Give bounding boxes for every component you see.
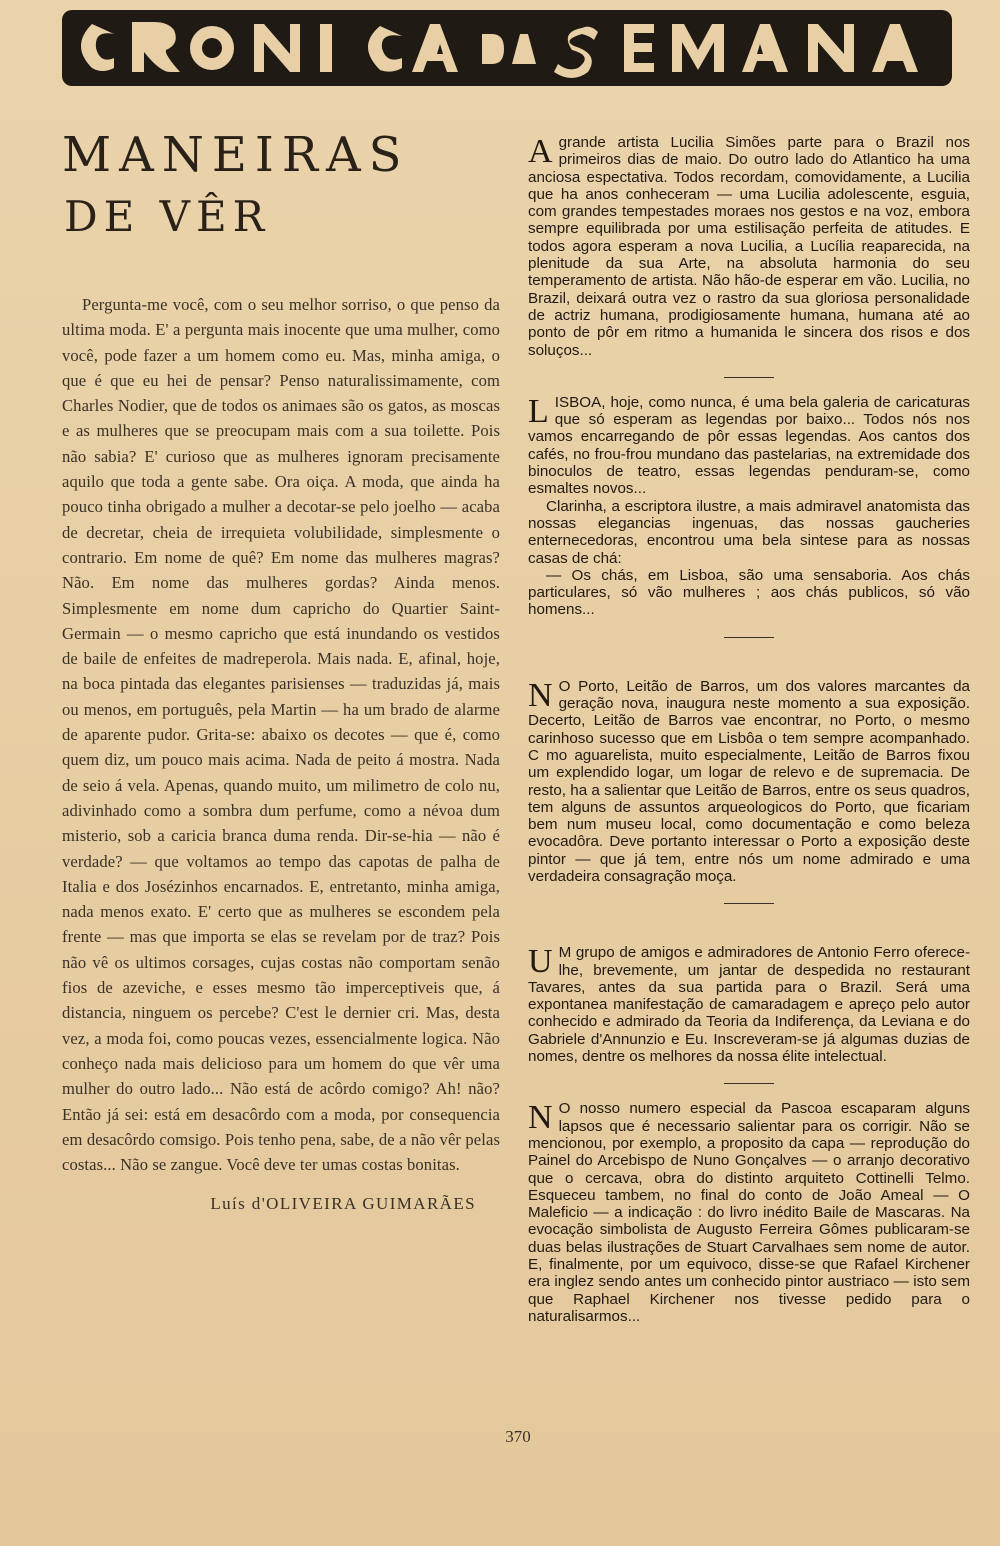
section-divider bbox=[724, 377, 774, 378]
dropcap: U bbox=[528, 943, 553, 981]
news-paragraph: grande artista Lucilia Simões parte para o Brazil nos primeiros dias de maio. Do outro lado do Atlantico ha uma anciosa espectativa. Todos recordam, comovidamente, a Lucilia que ha anos conheceram — uma Lucilia adolescente, esguia, com grandes tempestades moraes nos gestos e na voz, embora sempre equilibrada por uma estilisação perfeita de atitudes. E todos agora esperam a nova Lucilia, a Lucília reaparecida, na plenitude da sua Arte, na absoluta harmonia do seu temperamento de artista. Não hão-de esperar em vão. Lucilia, no Brazil, deixará outra vez o rastro da sua gloriosa personalidade de actriz humana, prodigiosamente humana, humana até ao ponto de pôr em ritmo a humanida le sincera dos risos e dos soluços... bbox=[528, 134, 970, 359]
masthead-decorative-lettering bbox=[62, 4, 952, 90]
news-item-porto bbox=[528, 678, 970, 886]
essay-signature: Luís d'OLIVEIRA GUIMARÃES bbox=[210, 1193, 476, 1213]
news-paragraph: O Porto, Leitão de Barros, um dos valores marcantes da geração nova, inaugura neste momento a sua exposição. Decerto, Leitão de Barros vae encontrar, no Porto, o mesmo carinhoso sucesso que em Lisbôa o tem sempre acompanhado. C mo aguarelista, muito especialmente, Leitão de Barros fixou um explendido logar, um logar de relevo e de supremacia. De resto, ha a salientar que Leitão de Barros, entre os seus quadros, tem alguns de assuntos arqueologicos do Porto, que ficariam bem num museu local, como documentação e como beleza evocadôra. Deve portanto interessar o Porto a exposição deste pintor — que já tem, entre nós um nome admirado e uma verdadeira consagração moça. bbox=[528, 677, 970, 885]
dropcap: A bbox=[528, 133, 553, 170]
dropcap: N bbox=[528, 676, 553, 714]
news-column bbox=[528, 134, 970, 1325]
news-paragraph: O nosso numero especial da Pascoa escaparam alguns lapsos que é necessario salientar para os corrigir. Não se mencionou, por exemplo, a proposito da capa — reprodução do Painel do Arcebispo de Nuno Gonçalves — o arranjo decorativo que o cercava, obra do distinto arquiteto Cottinelli Telmo. Esqueceu tambem, no final do conto de João Ameal — O Maleficio — a indicação : do livro inédito Baile de Mascaras. Na evocação simbolista de Augusto Ferreira Gômes publicaram-se duas belas ilustrações de Stuart Carvalhaes sem nome de autor. E, finalmente, por um equivoco, disse-se que Rafael Kirchener era inglez sendo antes um conhecido pintor austriaco — isto sem que Raphael Kirchener nos tivesse pedido para o naturalisarmos... bbox=[528, 1100, 970, 1325]
essay-headline-line2: DE VÊR bbox=[64, 192, 271, 241]
essay-column bbox=[62, 128, 500, 1214]
news-item-ferro bbox=[528, 944, 970, 1065]
news-item-lucilia bbox=[528, 134, 970, 359]
news-paragraph: ISBOA, hoje, como nunca, é uma bela galeria de caricaturas que só esperam as legendas por baixo... Todos nós nos vamos encarregando de pôr essas legendas. Aos cantos dos cafés, no frou-frou mundano das pastelarias, na extremidade dos binoculos de teatro, essas legendas penduram-se, como esmaltes novos... bbox=[528, 393, 970, 498]
section-divider bbox=[724, 1083, 774, 1084]
news-paragraph: M grupo de amigos e admiradores de Antonio Ferro oferece-lhe, brevemente, um jantar de despedida no restaurant Tavares, antes da sua partida para o Brazil. Será uma expontanea manifestação de camaradagem e apreço pelo autor conhecido e admirado da Teoria da Indiferença, da Leviana e do Gabriele d'Annunzio e Eu. Inscreveram-se já algumas duzias de nomes, dentre os melhores da nossa élite intelectual. bbox=[528, 944, 970, 1066]
page-number: 370 bbox=[505, 1427, 531, 1446]
news-paragraph: — Os chás, em Lisboa, são uma sensaboria. Aos chás particulares, só vão mulheres ; aos chás publicos, só vão homens... bbox=[528, 566, 970, 619]
section-divider bbox=[724, 903, 774, 904]
news-paragraph: Clarinha, a escriptora ilustre, a mais admiravel anatomista das nossas elegancias ingenuas, das nossas gaucheries enternecedoras, encontrou uma bela sintese para as nossas casas de chá: bbox=[528, 497, 970, 567]
news-item-pascoa bbox=[528, 1100, 970, 1325]
dropcap: N bbox=[528, 1099, 553, 1137]
essay-body: Pergunta-me você, com o seu melhor sorriso, o que penso da ultima moda. E' a pergunta mais inocente que uma mulher, como você, pode fazer a um homem como eu. Mas, minha amiga, o que é que eu hei de pensar? Penso naturalissimamente, com Charles Nodier, que de todos os animaes são os gatos, as moscas e as mulheres que se preocupam mais com a sua toilette. Pois não sabia? E' curioso que as mulheres ignoram precisamente aquilo que toda a gente sabe. Ora oiça. A moda, que ainda ha pouco tinha obrigado a mulher a decotar-se pelo joelho — acaba de decretar, cheia de irrequieta volubilidade, simplesmente o contrario. Em nome de quê? Em nome das mulheres magras? Não. Em nome das mulheres gordas? Ainda menos. Simplesmente em nome dum capricho do Quartier Saint-Germain — o mesmo capricho que está inundando os vestidos de baile de enfeites de madreperola. Mais nada. E, afinal, hoje, na boca pintada das elegantes parisienses — traduzidas já, mais ou menos, em português, pela Martin — ha um brado de alarme de aparente pudor. Grita-se: abaixo os decotes — que é, como quem diz, um pouco mais acima. Nada de peito á mostra. Nada de seio á vela. Apenas, quando muito, um milimetro de colo nu, adivinhado como a sombra dum perfume, como a névoa dum misterio, sob a caricia branca duma renda. Dir-se-hia — não é verdade? — que voltamos ao tempo das capotas de palha de Italia e dos Josézinhos encarnados. E, entretanto, minha amiga, nada menos exato. E' certo que as mulheres se escondem pela frente — mas que importa se elas se revelam por de traz? Pois não vê os ultimos corsages, cujas costas não comportam senão fios de azeviche, e esses mesmo tão imperceptiveis que, á distancia, ninguem os percebe? C'est le dernier cri. Mas, desta vez, a moda foi, como poucas vezes, essencialmente logica. Não conheço nada mais delicioso para um homem do que vêr uma mulher do outro lado... Não está de acôrdo comigo? Ah! não? Então já sei: está em desacôrdo com a moda, por consequencia em desacôrdo comsigo. Pois tenho pena, sabe, de a não vêr pelas costas... Não se zangue. Você deve ter umas costas bonitas. bbox=[62, 295, 500, 1175]
essay-headline-line1: MANEIRAS bbox=[62, 127, 410, 183]
section-divider bbox=[724, 637, 774, 638]
dropcap: L bbox=[528, 392, 549, 430]
masthead-banner bbox=[62, 4, 952, 90]
news-item-lisboa bbox=[528, 394, 970, 619]
